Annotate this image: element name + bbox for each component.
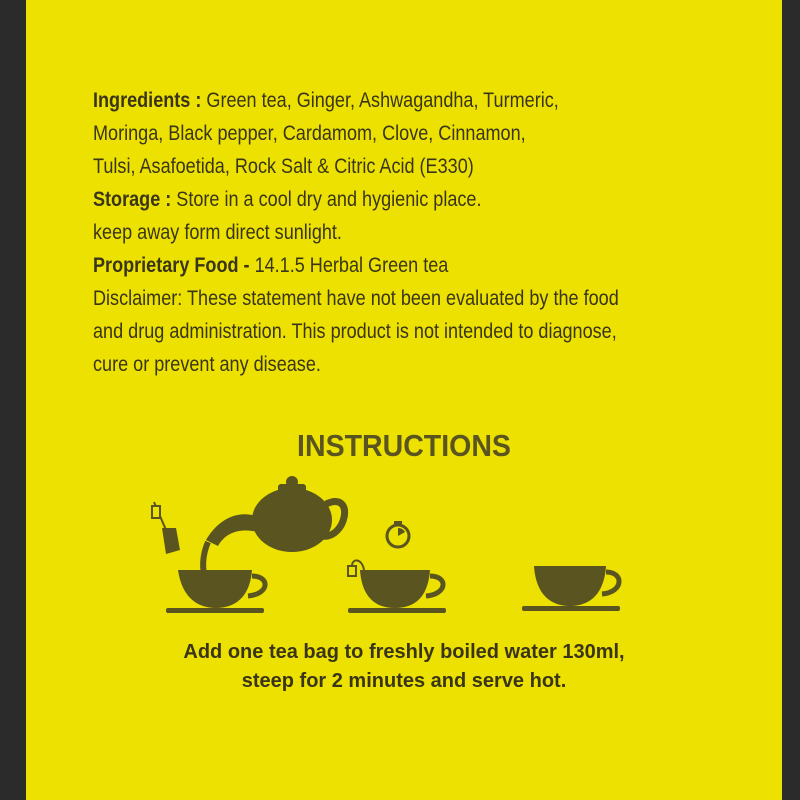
ingredients-text-3: Tulsi, Asafoetida, Rock Salt & Citric Acid (E330) — [93, 155, 474, 178]
disclaimer-text-3: cure or prevent any disease. — [93, 353, 321, 376]
ingredients-label: Ingredients : — [93, 89, 202, 112]
label-panel — [26, 0, 782, 800]
instructions-caption — [26, 638, 782, 696]
proprietary-line — [93, 249, 733, 282]
cup-icon — [348, 570, 446, 613]
saucer-icon — [522, 606, 620, 611]
disclaimer-text-1: Disclaimer: These statement have not been evaluated by the food — [93, 287, 619, 310]
proprietary-label: Proprietary Food - — [93, 254, 250, 277]
cup-icon — [522, 566, 620, 611]
storage-line — [93, 183, 733, 216]
ingredients-text-1: Green tea, Ginger, Ashwagandha, Turmeric, — [206, 89, 559, 112]
ingredients-text-2: Moringa, Black pepper, Cardamom, Clove, Cinnamon, — [93, 122, 526, 145]
storage-text-2: keep away form direct sunlight. — [93, 221, 342, 244]
instructions-text-2: steep for 2 minutes and serve hot. — [241, 670, 567, 692]
storage-label: Storage : — [93, 188, 172, 211]
instructions-text-1: Add one tea bag to freshly boiled water 130ml, — [183, 641, 625, 663]
proprietary-value: 14.1.5 Herbal Green tea — [254, 254, 449, 277]
disclaimer-text-2: and drug administration. This product is not intended to diagnose, — [93, 320, 617, 343]
timer-icon — [387, 521, 409, 547]
instructions-illustration — [26, 470, 782, 630]
ingredients-line — [93, 84, 733, 117]
storage-text-1: Store in a cool dry and hygienic place. — [176, 188, 482, 211]
tea-bag-icon — [152, 502, 180, 554]
instructions-heading: INSTRUCTIONS — [297, 428, 511, 463]
teapot-icon — [203, 476, 344, 582]
cup-icon — [166, 570, 265, 613]
product-info — [93, 84, 733, 381]
